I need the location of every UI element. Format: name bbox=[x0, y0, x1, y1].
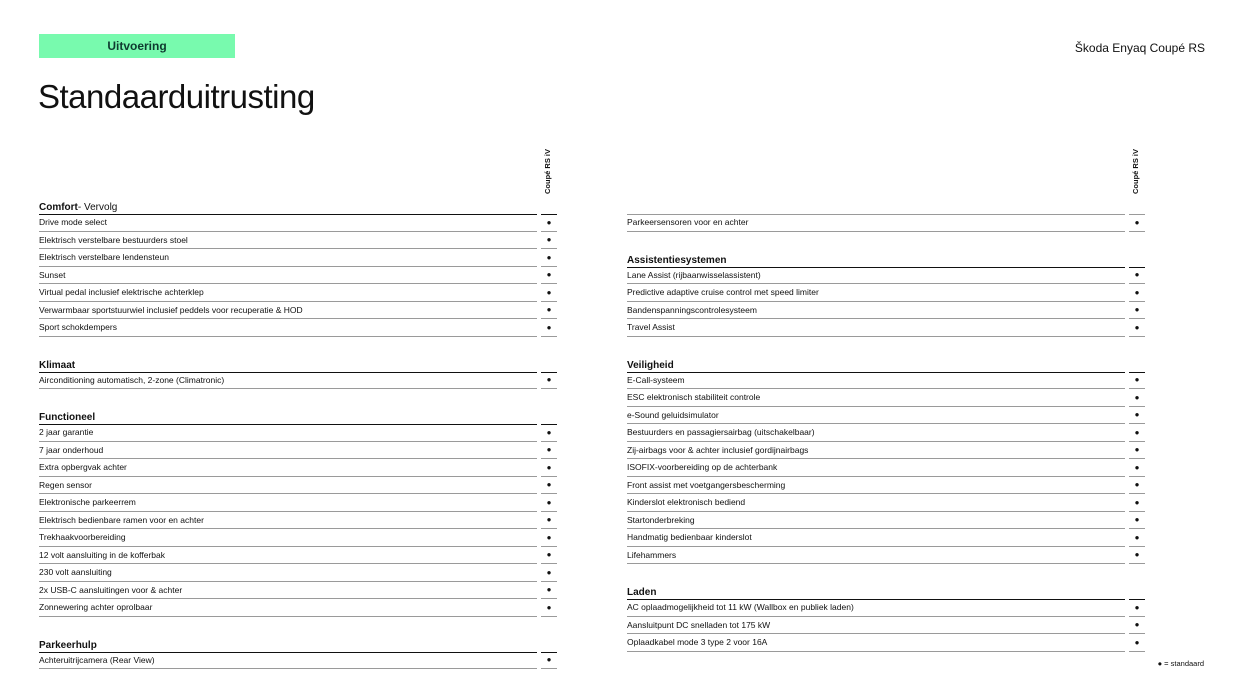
feature-label: Oplaadkabel mode 3 type 2 voor 16A bbox=[627, 634, 1125, 652]
standard-mark: ● bbox=[541, 442, 557, 460]
standard-mark: ● bbox=[1129, 214, 1145, 232]
feature-label: Trekhaakvoorbereiding bbox=[39, 529, 537, 547]
feature-label: 230 volt aansluiting bbox=[39, 564, 537, 582]
section-assistentiesystemen bbox=[627, 250, 1145, 337]
standard-mark: ● bbox=[541, 652, 557, 670]
standard-mark: ● bbox=[541, 477, 557, 495]
table-row bbox=[39, 652, 557, 670]
standard-mark: ● bbox=[541, 459, 557, 477]
feature-label: Sunset bbox=[39, 267, 537, 285]
standard-mark: ● bbox=[541, 372, 557, 390]
section-title-text: Laden bbox=[627, 587, 657, 598]
table-row bbox=[627, 529, 1145, 547]
standard-mark: ● bbox=[541, 214, 557, 232]
table-row bbox=[39, 424, 557, 442]
section-title bbox=[39, 635, 557, 652]
section-parkeerhulp-continued bbox=[627, 214, 1145, 232]
standard-mark: ● bbox=[541, 267, 557, 285]
standard-mark: ● bbox=[1129, 389, 1145, 407]
standard-mark: ● bbox=[1129, 529, 1145, 547]
table-row bbox=[627, 494, 1145, 512]
feature-label: Parkeersensoren voor en achter bbox=[627, 214, 1125, 232]
standard-mark: ● bbox=[1129, 302, 1145, 320]
standard-mark: ● bbox=[1129, 477, 1145, 495]
standard-mark: ● bbox=[541, 582, 557, 600]
column-header bbox=[538, 145, 556, 197]
feature-label: Startonderbreking bbox=[627, 512, 1125, 530]
feature-label: Front assist met voetgangersbescherming bbox=[627, 477, 1125, 495]
section-title-text: Comfort bbox=[39, 202, 78, 213]
section-veiligheid bbox=[627, 355, 1145, 565]
section-title-text: Parkeerhulp bbox=[39, 639, 97, 651]
feature-label: Kinderslot elektronisch bediend bbox=[627, 494, 1125, 512]
standard-mark: ● bbox=[541, 232, 557, 250]
table-row bbox=[627, 407, 1145, 425]
standard-mark: ● bbox=[541, 302, 557, 320]
table-row bbox=[39, 442, 557, 460]
standard-mark: ● bbox=[541, 319, 557, 337]
feature-label: Drive mode select bbox=[39, 214, 537, 232]
section-title-text: Klimaat bbox=[39, 359, 76, 371]
section-title bbox=[39, 407, 557, 424]
feature-label: Bestuurders en passagiersairbag (uitschakelbaar) bbox=[627, 424, 1125, 442]
feature-label: Zonnewering achter oprolbaar bbox=[39, 599, 537, 617]
column-header-label: Coupé RS iV bbox=[1130, 148, 1140, 194]
table-row bbox=[627, 424, 1145, 442]
table-row bbox=[627, 617, 1145, 635]
table-row bbox=[39, 599, 557, 617]
feature-label: Virtual pedal inclusief elektrische achterklep bbox=[39, 284, 537, 302]
feature-label: Handmatig bedienbaar kinderslot bbox=[627, 529, 1125, 547]
page-title: Standaarduitrusting bbox=[38, 78, 315, 115]
table-row bbox=[39, 214, 557, 232]
standard-mark: ● bbox=[541, 249, 557, 267]
standard-mark: ● bbox=[541, 564, 557, 582]
table-row bbox=[39, 477, 557, 495]
standard-mark: ● bbox=[1129, 512, 1145, 530]
table-row bbox=[627, 267, 1145, 285]
feature-label: Elektrisch verstelbare lendensteun bbox=[39, 249, 537, 267]
table-row bbox=[39, 267, 557, 285]
table-row bbox=[627, 442, 1145, 460]
feature-label: Zij-airbags voor & achter inclusief gordijnairbags bbox=[627, 442, 1125, 460]
standard-mark: ● bbox=[1129, 319, 1145, 337]
standard-mark: ● bbox=[541, 424, 557, 442]
standard-mark: ● bbox=[1129, 547, 1145, 565]
section-laden bbox=[627, 582, 1145, 652]
standard-mark: ● bbox=[1129, 442, 1145, 460]
section-comfort bbox=[39, 197, 557, 337]
feature-label: ISOFIX-voorbereiding op de achterbank bbox=[627, 459, 1125, 477]
table-row bbox=[39, 232, 557, 250]
section-title-text: Functioneel bbox=[39, 412, 96, 423]
table-row bbox=[627, 547, 1145, 565]
section-title bbox=[39, 197, 557, 214]
table-row bbox=[39, 459, 557, 477]
table-row bbox=[39, 582, 557, 600]
table-row bbox=[627, 599, 1145, 617]
table-row bbox=[627, 459, 1145, 477]
model-name: Škoda Enyaq Coupé RS bbox=[1074, 41, 1205, 55]
standard-mark: ● bbox=[1129, 494, 1145, 512]
section-title-text: Assistentiesystemen bbox=[627, 254, 727, 266]
table-row bbox=[627, 512, 1145, 530]
standard-mark: ● bbox=[1129, 267, 1145, 285]
table-row bbox=[627, 372, 1145, 390]
feature-label: 2 jaar garantie bbox=[39, 424, 537, 442]
standard-mark: ● bbox=[1129, 407, 1145, 425]
standard-mark: ● bbox=[1129, 617, 1145, 635]
standard-mark: ● bbox=[541, 512, 557, 530]
feature-label: ESC elektronisch stabiliteit controle bbox=[627, 389, 1125, 407]
table-row bbox=[39, 529, 557, 547]
feature-label: Sport schokdempers bbox=[39, 319, 537, 337]
feature-label: Lane Assist (rijbaanwisselassistent) bbox=[627, 267, 1125, 285]
table-row bbox=[39, 512, 557, 530]
section-title bbox=[39, 355, 557, 372]
section-title bbox=[627, 355, 1145, 372]
standard-mark: ● bbox=[541, 494, 557, 512]
standard-mark: ● bbox=[541, 599, 557, 617]
standard-mark: ● bbox=[1129, 634, 1145, 652]
section-badge: Uitvoering bbox=[39, 34, 235, 58]
feature-label: 7 jaar onderhoud bbox=[39, 442, 537, 460]
standard-mark: ● bbox=[541, 529, 557, 547]
feature-label: Airconditioning automatisch, 2-zone (Climatronic) bbox=[39, 372, 537, 390]
standard-mark: ● bbox=[1129, 284, 1145, 302]
column-header-label: Coupé RS iV bbox=[542, 148, 552, 194]
section-parkeerhulp bbox=[39, 635, 557, 670]
table-row bbox=[39, 302, 557, 320]
standard-mark: ● bbox=[1129, 372, 1145, 390]
table-row bbox=[627, 214, 1145, 232]
table-row bbox=[39, 547, 557, 565]
feature-label: Elektronische parkeerrem bbox=[39, 494, 537, 512]
table-row bbox=[627, 634, 1145, 652]
table-row bbox=[627, 477, 1145, 495]
standard-mark: ● bbox=[541, 547, 557, 565]
standard-mark: ● bbox=[541, 284, 557, 302]
feature-label: Travel Assist bbox=[627, 319, 1125, 337]
feature-label: Verwarmbaar sportstuurwiel inclusief peddels voor recuperatie & HOD bbox=[39, 302, 537, 320]
feature-label: E-Call-systeem bbox=[627, 372, 1125, 390]
table-row bbox=[627, 389, 1145, 407]
section-title-text: Veiligheid bbox=[627, 359, 674, 371]
standard-mark: ● bbox=[1129, 424, 1145, 442]
feature-label: Extra opbergvak achter bbox=[39, 459, 537, 477]
table-row bbox=[627, 284, 1145, 302]
standard-mark: ● bbox=[1129, 459, 1145, 477]
column-header bbox=[1126, 145, 1144, 197]
feature-label: Predictive adaptive cruise control met speed limiter bbox=[627, 284, 1125, 302]
section-klimaat bbox=[39, 355, 557, 390]
section-title bbox=[627, 250, 1145, 267]
feature-label: 2x USB-C aansluitingen voor & achter bbox=[39, 582, 537, 600]
table-row bbox=[39, 249, 557, 267]
table-row bbox=[39, 319, 557, 337]
section-title-suffix: - Vervolg bbox=[77, 202, 118, 213]
table-row bbox=[39, 372, 557, 390]
section-functioneel bbox=[39, 407, 557, 617]
section-title bbox=[627, 582, 1145, 599]
feature-label: 12 volt aansluiting in de kofferbak bbox=[39, 547, 537, 565]
feature-label: Elektrisch verstelbare bestuurders stoel bbox=[39, 232, 537, 250]
legend: ● = standaard bbox=[1157, 659, 1204, 668]
feature-label: e-Sound geluidsimulator bbox=[627, 407, 1125, 425]
feature-label: Achteruitrijcamera (Rear View) bbox=[39, 652, 537, 670]
feature-label: Lifehammers bbox=[627, 547, 1125, 565]
feature-label: AC oplaadmogelijkheid tot 11 kW (Wallbox en publiek laden) bbox=[627, 599, 1125, 617]
feature-label: Aansluitpunt DC snelladen tot 175 kW bbox=[627, 617, 1125, 635]
table-row bbox=[627, 302, 1145, 320]
feature-label: Elektrisch bedienbare ramen voor en achter bbox=[39, 512, 537, 530]
table-row bbox=[39, 494, 557, 512]
table-row bbox=[39, 284, 557, 302]
feature-label: Regen sensor bbox=[39, 477, 537, 495]
standard-mark: ● bbox=[1129, 599, 1145, 617]
feature-label: Bandenspanningscontrolesysteem bbox=[627, 302, 1125, 320]
table-row bbox=[627, 319, 1145, 337]
table-row bbox=[39, 564, 557, 582]
